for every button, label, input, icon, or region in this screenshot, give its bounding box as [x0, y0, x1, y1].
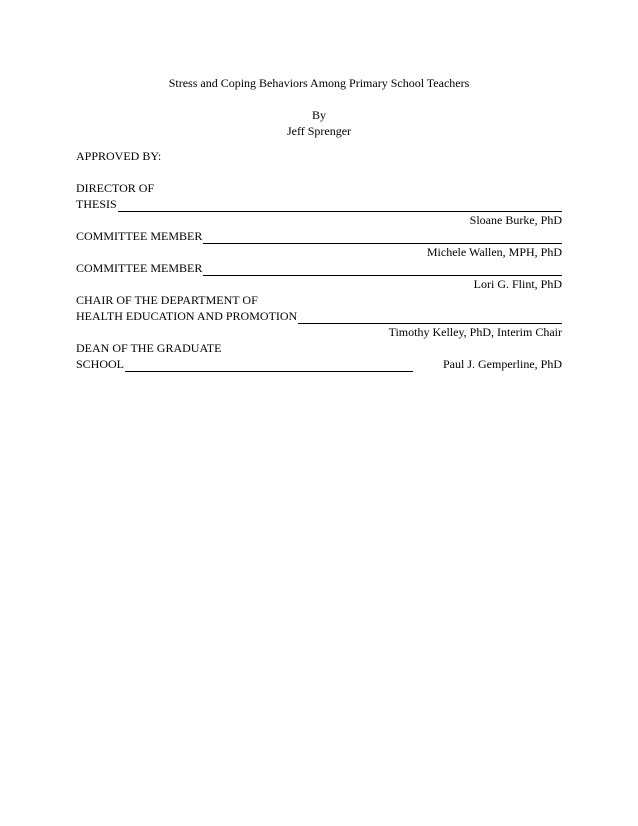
- dean-name: Paul J. Gemperline, PhD: [443, 357, 562, 371]
- director-name: Sloane Burke, PhD: [469, 213, 562, 227]
- thesis-title: Stress and Coping Behaviors Among Primary School Teachers: [168, 76, 470, 90]
- committee-name: Lori G. Flint, PhD: [473, 277, 562, 291]
- director-signature-rule: [118, 199, 562, 212]
- approval-block: [76, 148, 562, 372]
- committee-signature-rule: [203, 231, 562, 244]
- approval-spacer: [76, 164, 562, 180]
- committee-label: COMMITTEE MEMBER: [76, 261, 203, 275]
- chair-signature-rule: [298, 311, 562, 324]
- dean-label-line2: SCHOOL: [76, 357, 125, 371]
- by-label: By: [311, 108, 326, 122]
- author-name: Jeff Sprenger: [286, 124, 352, 138]
- dean-signature-line: [76, 356, 562, 372]
- chair-label-line1: CHAIR OF THE DEPARTMENT OF: [76, 293, 258, 307]
- chair-signature-line: [76, 308, 562, 324]
- director-signature-line: [76, 196, 562, 212]
- title-gap: [0, 91, 638, 107]
- chair-label-line2: HEALTH EDUCATION AND PROMOTION: [76, 309, 298, 323]
- approved-by-heading: APPROVED BY:: [76, 149, 162, 163]
- title-block: [0, 75, 638, 139]
- committee-signature-line: [76, 260, 562, 276]
- dean-label-line1: DEAN OF THE GRADUATE: [76, 341, 222, 355]
- chair-name: Timothy Kelley, PhD, Interim Chair: [388, 325, 562, 339]
- dean-signature-rule: [125, 359, 413, 372]
- committee-signature-rule: [203, 263, 562, 276]
- director-label-line1: DIRECTOR OF: [76, 181, 155, 195]
- director-label-line2: THESIS: [76, 197, 117, 211]
- committee-label: COMMITTEE MEMBER: [76, 229, 203, 243]
- committee-name: Michele Wallen, MPH, PhD: [426, 245, 562, 259]
- committee-signature-line: [76, 228, 562, 244]
